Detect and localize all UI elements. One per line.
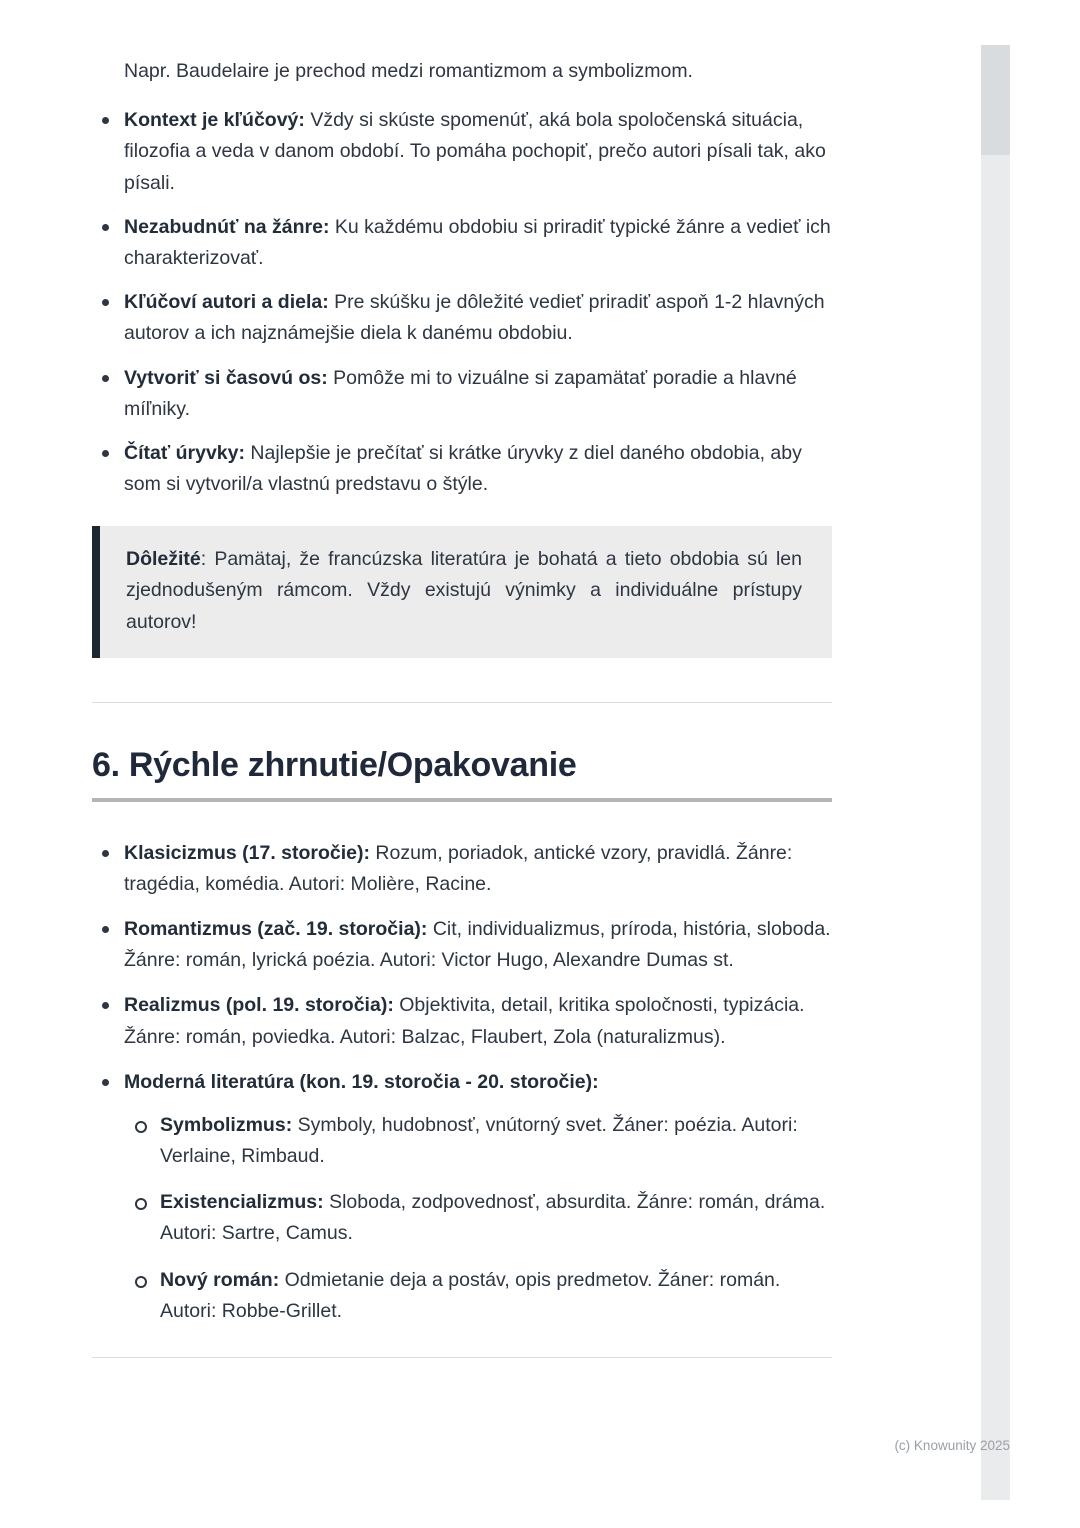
bullet-icon: [102, 1002, 109, 1009]
circle-bullet-icon: [135, 1198, 147, 1210]
scrollbar-track[interactable]: [981, 45, 1010, 1500]
item-lead: Nový román:: [160, 1268, 280, 1291]
callout-lead: Dôležité: [126, 548, 201, 571]
list-item: [124, 1110, 832, 1172]
list-item: [92, 105, 832, 199]
bullet-icon: [102, 926, 109, 933]
item-lead: Existencializmus:: [160, 1191, 324, 1214]
item-lead: Vytvoriť si časovú os:: [124, 366, 328, 389]
circle-bullet-icon: [135, 1121, 147, 1133]
item-lead: Kľúčoví autori a diela:: [124, 291, 329, 314]
bullet-icon: [102, 299, 109, 306]
list-item: [92, 212, 832, 274]
item-text: Objektivita, detail, kritika spoločnosti, typizácia. Žánre: román, poviedka. Autori: Balzac, Flaubert, Zola (naturalizmus).: [124, 994, 805, 1048]
circle-bullet-icon: [135, 1276, 147, 1288]
item-text: Symboly, hudobnosť, vnútorný svet. Žáner: poézia. Autori: Verlaine, Rimbaud.: [160, 1113, 798, 1168]
section-heading: 6. Rýchle zhrnutie/Opakovanie: [92, 745, 577, 784]
item-lead: Čítať úryvky:: [124, 441, 245, 464]
callout-text: : Pamätaj, že francúzska literatúra je bohatá a tieto obdobia sú len zjednodušeným rámcom. Vždy existujú výnimky a individuálne prístupy autorov!: [126, 548, 802, 633]
list-item: [92, 914, 832, 976]
bullet-icon: [102, 117, 109, 124]
list-item: [92, 1067, 832, 1327]
item-lead: Romantizmus (zač. 19. storočia):: [124, 917, 428, 940]
paragraph-text: Napr. Baudelaire je prechod medzi romantizmom a symbolizmom.: [124, 60, 693, 82]
item-text: Odmietanie deja a postáv, opis predmetov. Žáner: román. Autori: Robbe-Grillet.: [160, 1268, 781, 1322]
important-callout: [92, 526, 832, 658]
item-text: Pre skúšku je dôležité vedieť priradiť aspoň 1-2 hlavných autorov a ich najznámejšie diela k danému obdobiu.: [124, 291, 825, 345]
list-item: [92, 363, 832, 425]
item-lead: Realizmus (pol. 19. storočia):: [124, 994, 394, 1017]
bullet-icon: [102, 850, 109, 857]
list-item: [92, 287, 832, 349]
content: [92, 56, 832, 1358]
item-text: Ku každému obdobiu si priradiť typické žánre a vedieť ich charakterizovať.: [124, 215, 831, 269]
item-lead: Kontext je kľúčový:: [124, 109, 305, 132]
tips-list: [92, 105, 832, 500]
sub-list: [124, 1110, 832, 1327]
item-text: Pomôže mi to vizuálne si zapamätať poradie a hlavné míľniky.: [124, 366, 797, 420]
list-item: [92, 438, 832, 500]
scrollbar-thumb[interactable]: [981, 45, 1010, 155]
continuation-paragraph: [92, 56, 832, 87]
list-item: [92, 838, 832, 900]
bullet-icon: [102, 450, 109, 457]
item-text: Rozum, poriadok, antické vzory, pravidlá. Žánre: tragédia, komédia. Autori: Molière, Racine.: [124, 841, 793, 895]
item-text: Cit, individualizmus, príroda, história, sloboda. Žánre: román, lyrická poézia. Autori: Victor Hugo, Alexandre Dumas st.: [124, 917, 831, 972]
bullet-icon: [102, 1079, 109, 1086]
divider: [92, 702, 832, 703]
item-lead: Klasicizmus (17. storočie):: [124, 841, 370, 864]
list-item: [124, 1187, 832, 1249]
item-text: Najlepšie je prečítať si krátke úryvky z diel daného obdobia, aby som si vytvoril/a vlastnú predstavu o štýle.: [124, 441, 802, 496]
bullet-icon: [102, 375, 109, 382]
summary-list: [92, 838, 832, 1327]
item-lead: Symbolizmus:: [160, 1113, 293, 1136]
list-item: [124, 1265, 832, 1327]
item-text: Vždy si skúste spomenúť, aká bola spoločenská situácia, filozofia a veda v danom období. To pomáha pochopiť, prečo autori písali tak, ako písali.: [124, 109, 826, 194]
divider: [92, 1357, 832, 1358]
heading-underline: [92, 798, 832, 802]
item-lead: Moderná literatúra (kon. 19. storočia - 20. storočie):: [124, 1070, 599, 1093]
footer-credit: (c) Knowunity 2025: [894, 1438, 1010, 1453]
item-text: Sloboda, zodpovednosť, absurdita. Žánre: román, dráma. Autori: Sartre, Camus.: [160, 1191, 826, 1245]
item-lead: Nezabudnúť na žánre:: [124, 215, 330, 238]
list-item: [92, 990, 832, 1052]
bullet-icon: [102, 224, 109, 231]
